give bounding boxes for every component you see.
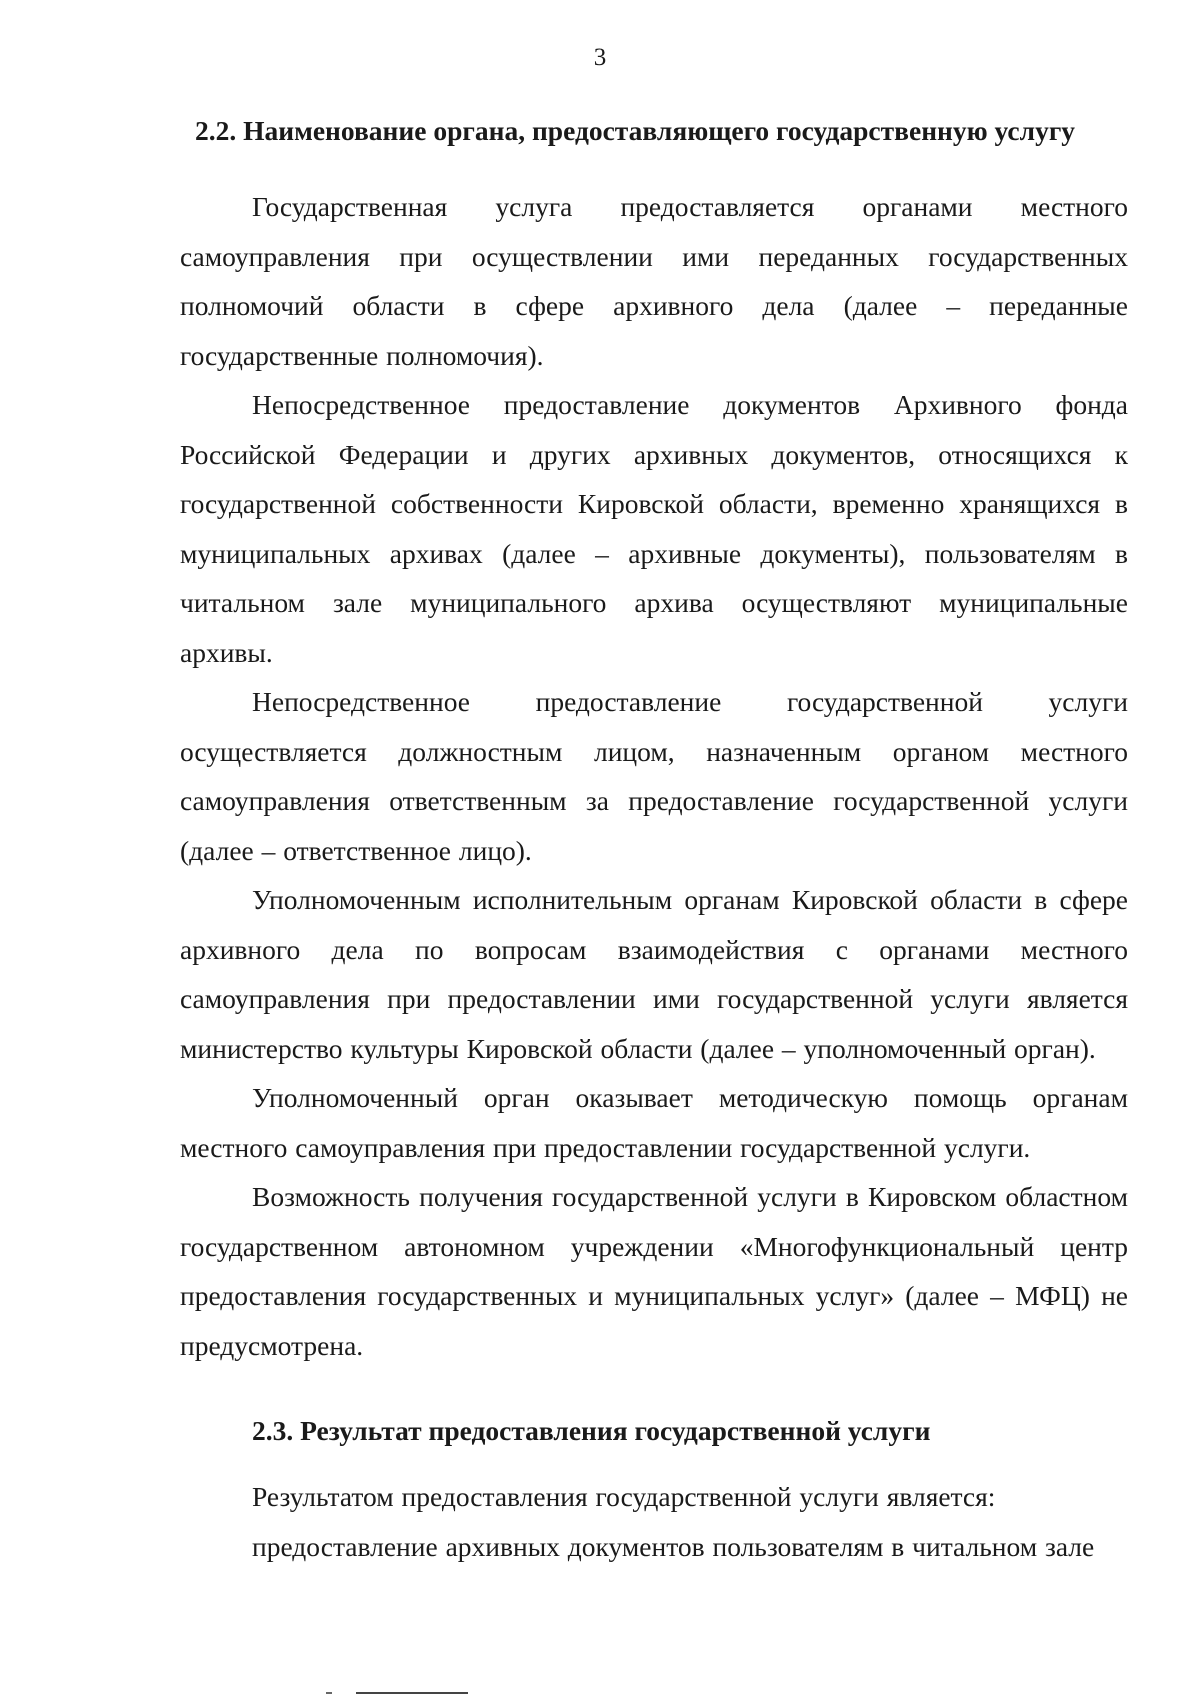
- paragraph: Уполномоченный орган оказывает методическую помощь органам местного самоуправления при предоставлении государственной услуги.: [180, 1082, 1128, 1163]
- paragraph: предоставление архивных документов пользователям в читальном зале: [252, 1530, 1095, 1562]
- footer-rule: [356, 1692, 468, 1694]
- paragraph: Уполномоченным исполнительным органам Кировской области в сфере архивного дела по вопросам взаимодействия с органами местного самоуправления при предоставлении ими государственной услуги является министерство культуры Кировской области (далее – уполномоченный орган).: [180, 884, 1128, 1064]
- section-heading-2-2: 2.2. Наименование органа, предоставляющего государственную услугу: [195, 115, 1076, 146]
- footer-mark: [326, 1692, 332, 1694]
- document-body: [180, 110, 1128, 1571]
- paragraph: Государственная услуга предоставляется органами местного самоуправления при осуществлении ими переданных государственных полномочий области в сфере архивного дела (далее – переданные государственные полномочия).: [180, 191, 1128, 371]
- paragraph: Возможность получения государственной услуги в Кировском областном государственном автономном учреждении «Многофункциональный центр предоставления государственных и муниципальных услуг» (далее – МФЦ) не предусмотрена.: [180, 1181, 1128, 1361]
- paragraph: Результатом предоставления государственной услуги является:: [252, 1481, 996, 1512]
- paragraph: Непосредственное предоставление государственной услуги осуществляется должностным лицом, назначенным органом местного самоуправления ответственным за предоставление государственной услуги (далее – ответственное лицо).: [180, 686, 1128, 866]
- page-number: 3: [593, 44, 607, 71]
- paragraph: Непосредственное предоставление документов Архивного фонда Российской Федерации и других архивных документов, относящихся к государственной собственности Кировской области, временно хранящихся в муниципальных архивах (далее – архивные документы), пользователям в читальном зале муниципального архива осуществляют муниципальные архивы.: [180, 389, 1128, 668]
- section-heading-2-3: 2.3. Результат предоставления государственной услуги: [252, 1415, 931, 1446]
